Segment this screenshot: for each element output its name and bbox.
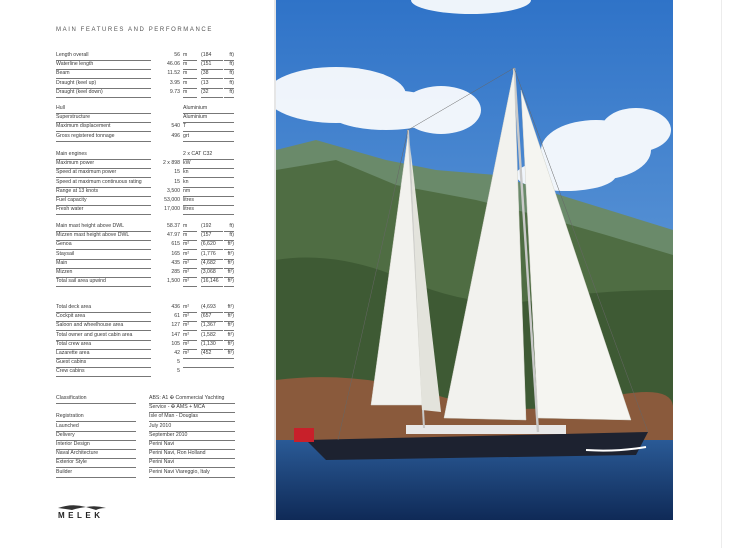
spec-value: 1,500	[167, 278, 180, 285]
spec-text: Isle of Man - Douglas	[149, 412, 235, 422]
spec-unit: T	[183, 122, 234, 132]
spec-label: Launched	[56, 422, 136, 432]
spec-row	[56, 132, 282, 141]
spec-unit: m	[183, 51, 197, 61]
spec-row	[56, 277, 282, 286]
spec-imperial-unit: ft)	[224, 222, 234, 232]
spec-value: 42	[174, 350, 180, 356]
spec-imperial-unit: ft²)	[224, 303, 234, 313]
spec-value: 56	[174, 52, 180, 58]
spec-row	[56, 104, 282, 113]
yacht-photo-svg	[276, 0, 673, 520]
spec-label: Fresh water	[56, 205, 151, 215]
spec-text: Perini Navi	[149, 458, 235, 468]
spec-row	[56, 449, 282, 458]
spec-value: 147	[171, 331, 180, 338]
spec-unit: 2 x CAT C32	[183, 150, 234, 160]
spec-label: Gross registered tonnage	[56, 132, 151, 142]
spec-label: Registration	[56, 412, 136, 422]
spec-row	[56, 440, 282, 449]
spec-unit: m²	[183, 250, 197, 260]
spec-row	[56, 349, 282, 358]
spec-label: Draught (keel down)	[56, 88, 151, 98]
spec-row	[56, 150, 282, 159]
spec-row	[56, 458, 282, 467]
spec-label: Superstructure	[56, 113, 151, 123]
spec-label: Saloon and wheelhouse area	[56, 321, 151, 331]
spec-unit: m²	[183, 277, 197, 287]
spec-unit: m	[183, 231, 197, 241]
spec-unit: m²	[183, 268, 197, 278]
spec-unit: grt	[183, 132, 234, 142]
spec-value: 435	[171, 259, 180, 266]
spec-unit: m²	[183, 259, 197, 269]
spec-unit: kn	[183, 168, 234, 178]
melek-logo	[56, 504, 136, 520]
spec-value: 53,000	[164, 197, 180, 203]
spec-label: Speed at maximum continuous rating	[56, 178, 151, 188]
spec-row	[56, 259, 282, 268]
spec-value: 58.37	[167, 223, 180, 229]
spec-row	[56, 303, 282, 312]
spec-row	[56, 79, 282, 88]
spec-label: Crew cabins	[56, 367, 151, 377]
spec-label: Exterior Style	[56, 458, 136, 468]
spec-row	[56, 367, 282, 376]
spec-label: Builder	[56, 468, 136, 478]
spec-row	[56, 431, 282, 440]
spec-row	[56, 168, 282, 177]
spec-unit: m²	[183, 312, 197, 322]
spec-row	[56, 178, 282, 187]
spec-unit	[183, 367, 234, 368]
spec-value: 105	[171, 340, 180, 347]
spec-imperial-unit: ft)	[224, 79, 234, 89]
spec-unit	[183, 358, 234, 359]
spec-panel	[48, 20, 274, 520]
spec-unit: m²	[183, 340, 197, 350]
spec-value: 17,000	[164, 206, 180, 213]
spec-label: Main mast height above DWL	[56, 222, 151, 232]
spec-value: 5	[177, 368, 180, 375]
spec-unit: m	[183, 88, 197, 98]
spec-row	[56, 113, 282, 122]
spec-heading: MAIN FEATURES AND PERFORMANCE	[56, 27, 213, 33]
spec-label: Cockpit area	[56, 312, 151, 322]
margin-line	[721, 0, 722, 548]
spec-row	[56, 422, 282, 431]
spec-label: Main	[56, 259, 151, 269]
spec-row	[56, 394, 282, 403]
spec-label: Total owner and guest cabin area	[56, 331, 151, 341]
spec-unit: m²	[183, 321, 197, 331]
spec-row	[56, 231, 282, 240]
spec-imperial-unit: ft²)	[224, 340, 234, 350]
spec-row	[56, 122, 282, 131]
spec-imperial: (1,367	[201, 321, 223, 331]
spec-value: 61	[174, 313, 180, 320]
spec-imperial: (657	[201, 312, 223, 322]
spec-row	[56, 159, 282, 168]
spec-label: Total sail area upwind	[56, 277, 151, 287]
spec-value: 2 x 898	[162, 160, 180, 167]
spec-value: 15	[174, 169, 180, 176]
spec-text: Service - ✠ AMS + MCA	[149, 403, 235, 413]
spec-row	[56, 268, 282, 277]
spec-value: 165	[171, 250, 180, 257]
spec-imperial: (1,130	[201, 340, 223, 350]
spec-label: Staysail	[56, 250, 151, 260]
spec-label: Interior Design	[56, 440, 136, 450]
spec-value: 5	[177, 359, 180, 366]
spec-value: 615	[171, 241, 180, 248]
spec-row	[56, 240, 282, 249]
yacht-photo	[276, 0, 673, 520]
spec-text: July 2010	[149, 422, 235, 432]
spec-text: September 2010	[149, 431, 235, 441]
spec-label: Main engines	[56, 150, 151, 160]
spec-label: Speed at maximum power	[56, 168, 151, 178]
spec-label: Mizzen	[56, 268, 151, 278]
spec-unit: m	[183, 222, 197, 232]
spec-unit: m	[183, 60, 197, 70]
spec-row	[56, 196, 282, 205]
spec-unit: Aluminium	[183, 113, 234, 123]
spec-value: 496	[171, 132, 180, 139]
spec-imperial-unit: ft²)	[224, 331, 234, 341]
spec-unit: litres	[183, 196, 234, 206]
spec-text: Perini Navi	[149, 440, 235, 450]
spec-imperial-unit: ft²)	[224, 321, 234, 331]
spec-unit: Aluminium	[183, 104, 234, 114]
spec-row	[56, 403, 282, 412]
spec-unit: nm	[183, 187, 234, 197]
spec-unit: kn	[183, 178, 234, 188]
spec-label: Draught (keel up)	[56, 79, 151, 89]
spec-imperial: (16,146	[201, 277, 223, 287]
spec-imperial: (38	[201, 69, 223, 79]
spec-unit: m²	[183, 240, 197, 250]
spec-imperial-unit: ft²)	[224, 277, 234, 287]
spec-value: 540	[171, 123, 180, 130]
spec-imperial: (32	[201, 88, 223, 98]
spec-unit: m²	[183, 303, 197, 313]
spec-imperial-unit: ft²)	[224, 312, 234, 322]
spec-label: Delivery	[56, 431, 136, 441]
spec-label: Naval Architecture	[56, 449, 136, 459]
spec-row	[56, 69, 282, 78]
spec-imperial: (6,620	[201, 240, 223, 250]
spec-label: Range at 13 knots	[56, 187, 151, 197]
spec-label: Total deck area	[56, 303, 151, 313]
spec-imperial-unit: ft)	[224, 69, 234, 79]
logo-text: MELEK	[58, 511, 104, 520]
spec-value: 3.95	[169, 79, 180, 86]
spec-value: 9.73	[169, 88, 180, 95]
spec-imperial-unit: ft²)	[224, 240, 234, 250]
spec-text: Perini Navi, Ron Holland	[149, 449, 235, 459]
spec-label: Fuel capacity	[56, 196, 151, 206]
superstructure	[406, 425, 566, 434]
spec-row	[56, 88, 282, 97]
spec-value: 11.52	[167, 70, 180, 77]
spec-label	[56, 403, 136, 404]
spec-imperial: (151	[201, 60, 223, 70]
spec-row	[56, 321, 282, 330]
spec-label: Genoa	[56, 240, 151, 250]
spec-unit: m²	[183, 349, 197, 359]
spec-imperial: (4,682	[201, 259, 223, 269]
spec-value: 436	[171, 304, 180, 310]
spec-row	[56, 222, 282, 231]
spec-imperial: (184	[201, 51, 223, 61]
page-margin	[673, 0, 730, 548]
spec-label: Lazarette area	[56, 349, 151, 359]
spec-row	[56, 205, 282, 214]
spec-unit: litres	[183, 205, 234, 215]
spec-imperial: (1,582	[201, 331, 223, 341]
spec-unit: m²	[183, 331, 197, 341]
spec-imperial-unit: ft²)	[224, 349, 234, 359]
spec-row	[56, 358, 282, 367]
spec-label: Mizzen mast height above DWL	[56, 231, 151, 241]
spec-value: 127	[171, 322, 180, 329]
spec-imperial-unit: ft²)	[224, 268, 234, 278]
spec-unit: m	[183, 79, 197, 89]
spec-row	[56, 312, 282, 321]
spec-imperial: (452	[201, 349, 223, 359]
spec-row	[56, 412, 282, 421]
spec-value: 47.97	[167, 232, 180, 239]
spec-imperial-unit: ft)	[224, 60, 234, 70]
spec-text: ABS: A1 ✠ Commercial Yachting	[149, 394, 235, 404]
spec-value: 46.06	[167, 61, 180, 68]
spec-label: Waterline length	[56, 60, 151, 70]
spec-imperial-unit: ft)	[224, 88, 234, 98]
spec-imperial: (4,693	[201, 303, 223, 313]
spec-label: Classification	[56, 394, 136, 404]
spec-label: Maximum power	[56, 159, 151, 169]
spec-text: Perini Navi Viareggio, Italy	[149, 468, 235, 478]
spec-row	[56, 468, 282, 477]
spec-imperial-unit: ft²)	[224, 259, 234, 269]
spec-imperial: (1,776	[201, 250, 223, 260]
spec-value: 15	[174, 178, 180, 185]
spec-label: Length overall	[56, 51, 151, 61]
spec-value: 285	[171, 269, 180, 275]
spec-imperial: (3,068	[201, 268, 223, 278]
spec-unit: kW	[183, 159, 234, 169]
spec-label: Maximum displacement	[56, 122, 151, 132]
spec-unit: m	[183, 69, 197, 79]
spec-row	[56, 51, 282, 60]
spec-row	[56, 250, 282, 259]
spec-row	[56, 60, 282, 69]
spec-label: Total crew area	[56, 340, 151, 350]
spec-value: 3,500	[167, 187, 180, 194]
red-ensign-flag	[294, 428, 314, 442]
spec-label: Guest cabins	[56, 358, 151, 368]
spec-imperial-unit: ft)	[224, 51, 234, 61]
spec-label: Beam	[56, 69, 151, 79]
spec-imperial-unit: ft)	[224, 231, 234, 241]
spec-imperial: (13	[201, 79, 223, 89]
spec-row	[56, 187, 282, 196]
spec-row	[56, 331, 282, 340]
spec-imperial-unit: ft²)	[224, 250, 234, 260]
spec-imperial: (157	[201, 231, 223, 241]
spec-row	[56, 340, 282, 349]
spec-label: Hull	[56, 104, 151, 114]
spec-imperial: (192	[201, 222, 223, 232]
